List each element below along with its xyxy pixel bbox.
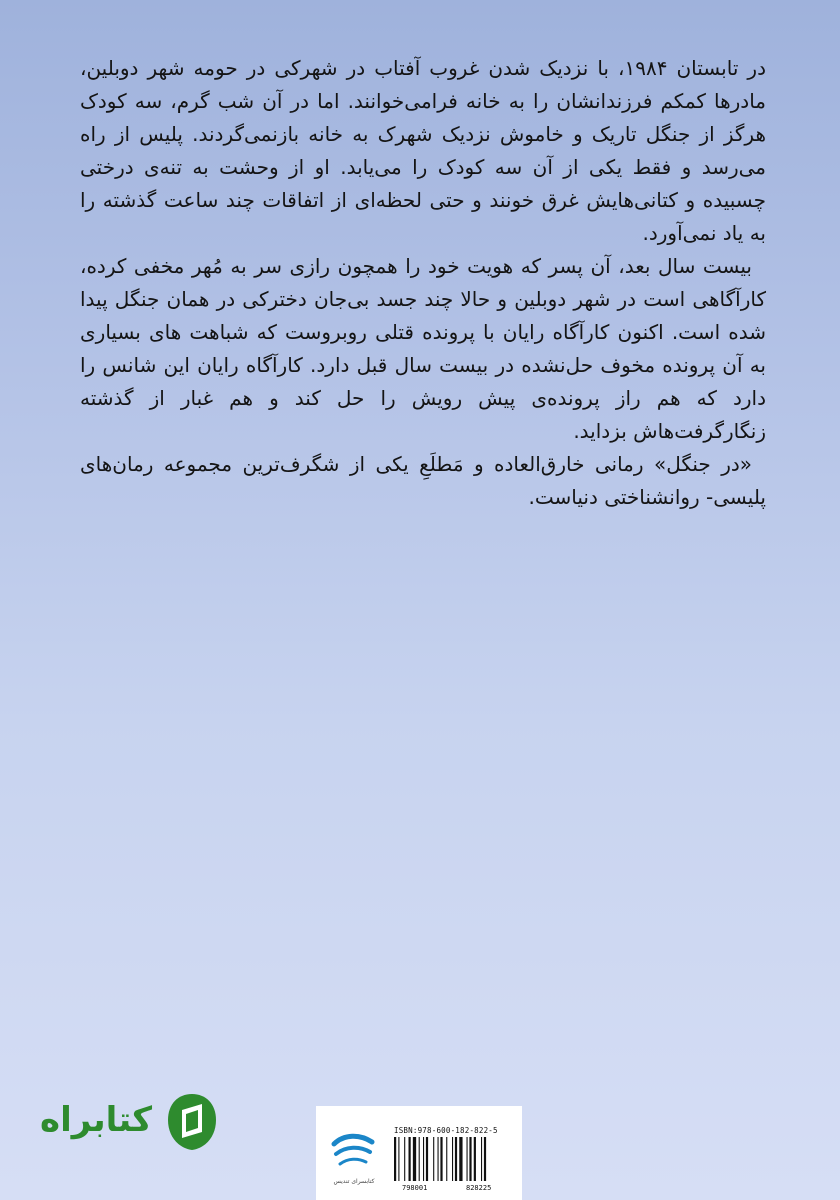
blurb-paragraph-3: «در جنگل» رمانی خارق‌العاده و مَطلَعِ یکی از شگرف‌ترین مجموعه رمان‌های پلیسی- روانشناختی دنیاست.	[80, 452, 766, 509]
ketabrah-logo	[40, 1092, 220, 1156]
publisher-name: کتابسرای تندیس	[333, 1178, 375, 1185]
barcode-right-digits: 828225	[466, 1184, 492, 1192]
barcode-bars	[394, 1137, 512, 1181]
back-cover-blurb	[80, 52, 766, 514]
barcode-panel	[316, 1106, 522, 1200]
blurb-paragraph-2: بیست سال بعد، آن پسر که هویت خود را همچون رازی سر به مُهر مخفی کرده، کارآگاهی است در شهر دوبلین و حالا چند جسد بی‌جان دخترکی در همان جنگل پیدا شده است. اکنون کارآگاه رایان با پرونده قتلی روبروست که شباهت های بسیاری به آن پرونده مخوف حل‌نشده در بیست سال قبل دارد. کارآگاه رایان این شانس را دارد که هم راز پرونده‌ی پیش رویش را حل کند و هم غبار از گذشته زنگارگرفت‌هاش بزداید.	[80, 254, 766, 443]
publisher-logo-icon	[330, 1124, 376, 1176]
barcode-left-digits: 798001	[402, 1184, 428, 1192]
blurb-paragraph-1: در تابستان ۱۹۸۴، با نزدیک شدن غروب آفتاب در شهرکی در حومه شهر دوبلین، مادرها کمکم فرزندانشان را به خانه فرامی‌خوانند. اما در آن شب گرم، سه کودک هرگز از جنگل تاریک و خاموش نزدیک شهرک به خانه بازنمی‌گردند. پلیس از راه می‌رسد و فقط یکی از آن سه کودک را می‌یابد. او از وحشت به تنه‌ی درختی چسبیده و کتانی‌هایش غرق خونند و حتی لحظه‌ای از اتفاقات چند ساعت گذشته را به یاد نمی‌آورد.	[80, 56, 766, 245]
isbn-text: ISBN:978-600-182-822-5	[394, 1126, 498, 1135]
book-badge-icon	[166, 1092, 218, 1152]
ketabrah-logo-text: کتابراه	[40, 1100, 153, 1140]
